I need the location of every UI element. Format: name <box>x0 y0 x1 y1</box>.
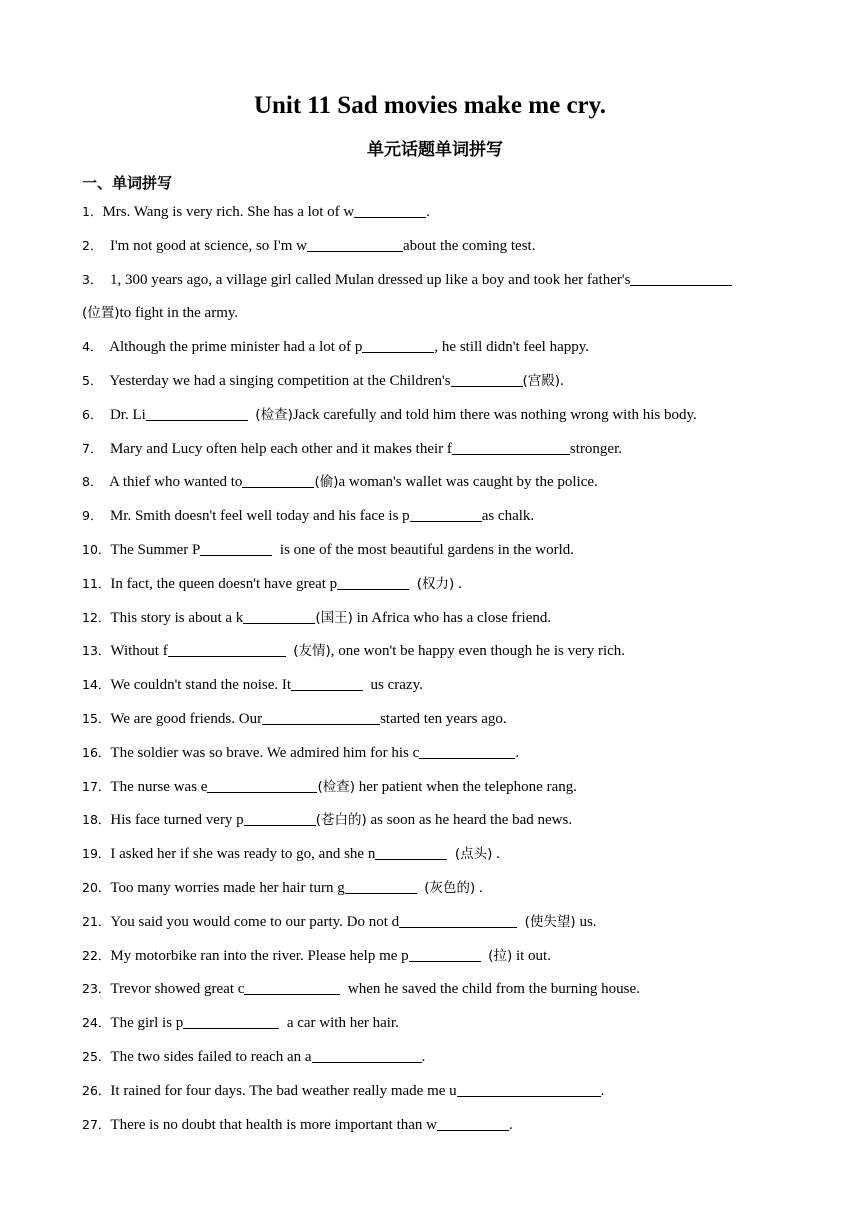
question-text: when he saved the child from the burning house. <box>340 981 640 998</box>
question-text: . <box>475 880 483 896</box>
question-number: 25． <box>82 1049 111 1064</box>
answer-blank[interactable] <box>354 201 426 218</box>
question-text <box>517 914 525 930</box>
answer-blank[interactable] <box>242 471 314 488</box>
question-text: . <box>492 846 500 863</box>
answer-blank[interactable] <box>409 945 481 962</box>
question-text <box>447 846 455 862</box>
question-text: The Summer P <box>110 542 201 558</box>
answer-blank[interactable] <box>262 708 380 725</box>
chinese-hint: (权力) <box>416 575 455 592</box>
question-number: 27． <box>82 1116 111 1132</box>
question-number: 6． <box>82 406 103 422</box>
answer-blank[interactable] <box>452 438 570 455</box>
question-line <box>82 369 564 393</box>
question-text: It rained for four days. The bad weather really made me u <box>110 1082 457 1099</box>
chinese-hint: (偷) <box>314 474 339 491</box>
question-text: . <box>560 373 564 389</box>
question-line <box>82 673 423 697</box>
answer-blank[interactable] <box>183 1012 279 1029</box>
question-text: . <box>426 204 431 220</box>
question-text: Dr. Li <box>102 406 146 423</box>
answer-blank[interactable] <box>291 674 363 691</box>
question-line <box>82 437 622 461</box>
question-text: His face turned very p <box>110 812 244 829</box>
question-number: 19． <box>82 846 111 862</box>
question-line <box>82 775 577 799</box>
question-text: Too many worries made her hair turn g <box>110 880 345 896</box>
question-number: 21． <box>82 913 111 929</box>
question-text: a woman's wallet was caught by the police. <box>338 474 598 491</box>
question-text: . <box>454 575 462 592</box>
answer-blank[interactable] <box>437 1114 509 1131</box>
chinese-hint: (检查) <box>255 406 293 423</box>
answer-blank[interactable] <box>207 776 317 793</box>
question-text: about the coming test. <box>402 237 536 254</box>
question-number: 20． <box>82 880 111 895</box>
question-number: 26． <box>82 1082 111 1098</box>
question-text: . <box>600 1082 605 1099</box>
question-line <box>82 572 462 596</box>
chinese-hint: (灰色的) <box>424 880 476 896</box>
answer-blank[interactable] <box>312 1046 422 1063</box>
question-text: There is no doubt that health is more important than w <box>110 1116 438 1133</box>
question-text: Jack carefully and told him there was nothing wrong with his body. <box>292 406 697 423</box>
question-number: 24． <box>82 1015 111 1031</box>
answer-blank[interactable] <box>457 1080 601 1097</box>
question-text: The two sides failed to reach an a <box>110 1049 312 1065</box>
answer-blank[interactable] <box>200 539 272 556</box>
question-line <box>82 470 598 494</box>
question-text: stronger. <box>569 440 622 457</box>
answer-blank[interactable] <box>451 370 523 387</box>
question-text: Mrs. Wang is very rich. She has a lot of w <box>102 204 355 220</box>
question-text: to fight in the army. <box>119 305 239 322</box>
question-line <box>82 606 551 630</box>
question-text: in Africa who has a close friend. <box>352 609 552 626</box>
question-line <box>82 910 597 934</box>
chinese-hint: (友情) <box>293 643 331 660</box>
question-line <box>82 200 430 224</box>
answer-blank[interactable] <box>375 843 447 860</box>
question-number: 23． <box>82 981 111 997</box>
question-text: We couldn't stand the noise. It <box>110 677 292 694</box>
answer-blank[interactable] <box>307 235 403 252</box>
question-text: This story is about a k <box>110 609 244 626</box>
question-number: 12． <box>82 609 111 625</box>
answer-blank[interactable] <box>244 978 340 995</box>
question-text: My motorbike ran into the river. Please help me p <box>110 947 409 964</box>
question-number: 14． <box>82 677 111 693</box>
chinese-hint: (苍白的) <box>315 812 367 829</box>
answer-blank[interactable] <box>146 404 248 421</box>
question-text: 1, 300 years ago, a village girl called Mulan dressed up like a boy and took her father's <box>102 271 631 288</box>
question-text: Although the prime minister had a lot of p <box>102 339 363 356</box>
question-line <box>82 707 507 731</box>
question-line <box>82 842 500 866</box>
question-line <box>82 1045 425 1069</box>
question-text: Trevor showed great c <box>110 981 245 998</box>
question-text: You said you would come to our party. Do not d <box>110 913 400 930</box>
question-number: 15． <box>82 711 111 726</box>
chinese-hint: (国王) <box>315 609 353 626</box>
question-text: Yesterday we had a singing competition at the Children's <box>102 373 451 389</box>
chinese-hint: (宫殿) <box>522 373 561 389</box>
question-line <box>82 335 589 359</box>
answer-blank[interactable] <box>419 742 515 759</box>
question-number: 1． <box>82 204 103 219</box>
question-number: 5． <box>82 373 103 388</box>
page-subtitle: 单元话题单词拼写 <box>367 140 503 160</box>
question-text: In fact, the queen doesn't have great p <box>110 575 338 592</box>
page-title: Unit 11 Sad movies make me cry. <box>253 92 607 119</box>
question-text: Without f <box>110 643 168 660</box>
question-number: 2． <box>82 237 103 253</box>
question-line <box>82 741 519 765</box>
question-number: 11． <box>82 575 111 591</box>
question-text: I asked her if she was ready to go, and she n <box>110 846 376 863</box>
question-text: A thief who wanted to <box>102 474 243 491</box>
answer-blank[interactable] <box>345 877 417 894</box>
question-line <box>82 876 483 900</box>
question-line <box>82 639 625 663</box>
question-number: 9． <box>82 508 103 524</box>
question-number: 7． <box>82 440 103 456</box>
answer-blank[interactable] <box>399 911 517 928</box>
question-text <box>409 576 417 592</box>
question-text: , one won't be happy even though he is very rich. <box>330 643 626 660</box>
question-line <box>82 808 572 832</box>
answer-blank[interactable] <box>244 809 316 826</box>
question-number: 13． <box>82 643 111 659</box>
question-line <box>82 301 238 325</box>
question-text: . <box>421 1049 426 1065</box>
question-text: us. <box>575 913 597 930</box>
question-number: 18． <box>82 812 111 828</box>
answer-blank[interactable] <box>337 573 409 590</box>
chinese-hint: (检查) <box>317 778 355 795</box>
question-text: I'm not good at science, so I'm w <box>102 237 307 254</box>
question-number: 4． <box>82 339 103 355</box>
question-line <box>82 234 535 258</box>
answer-blank[interactable] <box>410 505 482 522</box>
question-text: us crazy. <box>363 677 423 694</box>
question-text: Mary and Lucy often help each other and it makes their f <box>102 440 452 457</box>
question-text: Mr. Smith doesn't feel well today and his face is p <box>102 508 410 525</box>
chinese-hint: (使失望) <box>524 913 576 930</box>
question-text: . <box>509 1116 513 1133</box>
question-number: 8． <box>82 474 103 490</box>
question-text: as soon as he heard the bad news. <box>366 812 573 829</box>
question-line <box>82 538 574 562</box>
question-line <box>82 504 534 528</box>
question-number: 3． <box>82 271 103 287</box>
question-number: 16． <box>82 744 111 760</box>
question-text: The soldier was so brave. We admired him for his c <box>110 744 420 761</box>
answer-blank[interactable] <box>362 336 434 353</box>
question-line <box>82 1079 604 1103</box>
question-text: The girl is p <box>110 1015 184 1032</box>
answer-blank[interactable] <box>243 607 315 624</box>
question-number: 22． <box>82 947 111 963</box>
question-text: a car with her hair. <box>279 1015 399 1032</box>
chinese-hint: (拉) <box>488 947 513 964</box>
question-text: started ten years ago. <box>380 711 507 727</box>
question-text: The nurse was e <box>110 778 208 795</box>
question-text: , he still didn't feel happy. <box>434 339 590 356</box>
question-line <box>82 403 697 427</box>
question-number: 10． <box>82 542 111 557</box>
question-line <box>82 268 732 292</box>
question-text: is one of the most beautiful gardens in the world. <box>272 542 575 558</box>
question-text: it out. <box>512 947 551 964</box>
section-heading: 一、单词拼写 <box>82 174 173 192</box>
question-number: 17． <box>82 778 111 794</box>
question-text: as chalk. <box>481 508 535 525</box>
question-line <box>82 977 640 1001</box>
answer-blank[interactable] <box>630 269 732 286</box>
answer-blank[interactable] <box>168 640 286 657</box>
question-text: her patient when the telephone rang. <box>355 778 577 795</box>
question-text: We are good friends. Our <box>110 711 263 727</box>
question-text: . <box>515 744 520 761</box>
question-line <box>82 1113 513 1137</box>
chinese-hint: (位置) <box>82 305 120 322</box>
question-line <box>82 944 551 968</box>
question-line <box>82 1011 399 1035</box>
chinese-hint: (点头) <box>454 846 493 863</box>
